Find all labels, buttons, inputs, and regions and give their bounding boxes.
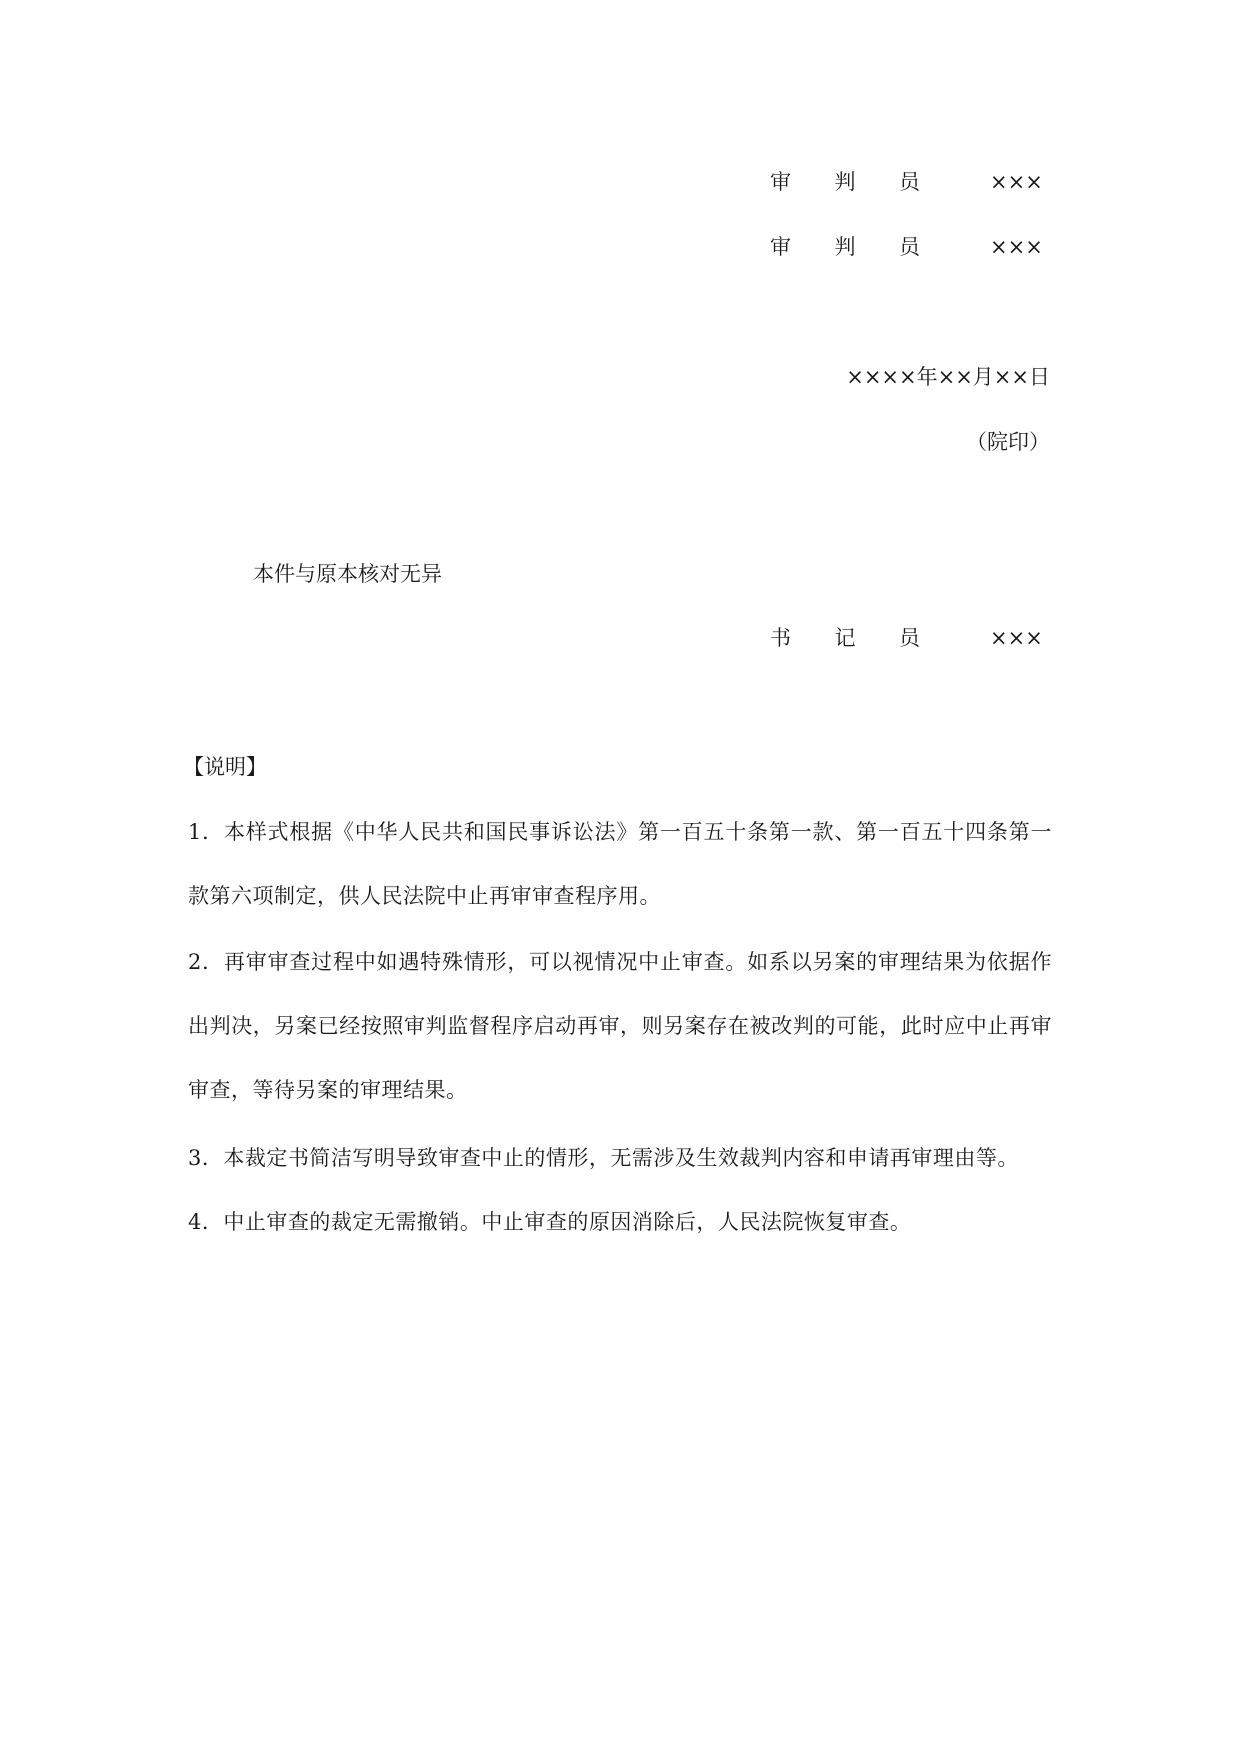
note-item-2: 2．再审审查过程中如遇特殊情形，可以视情况中止审查。如系以另案的审理结果为依据作出判决，另案已经按照审判监督程序启动再审，则另案存在被改判的可能，此时应中止再审审查，等待另案的审理结果。	[188, 950, 1052, 1102]
judge-label: 审判员	[770, 170, 920, 194]
clerk-name: ×××	[990, 626, 1043, 650]
clerk-label: 书记员	[770, 626, 920, 650]
verification-statement: 本件与原本核对无异	[253, 562, 442, 586]
judge-label: 审判员	[770, 235, 920, 259]
note-item-1: 1．本样式根据《中华人民共和国民事诉讼法》第一百五十条第一款、第一百五十四条第一款第六项制定，供人民法院中止再审审查程序用。	[188, 820, 1052, 908]
court-seal-note: （院印）	[966, 430, 1050, 454]
notes-heading: 【说明】	[183, 755, 267, 779]
judge-name: ×××	[990, 235, 1043, 259]
judge-name: ×××	[990, 170, 1043, 194]
note-item-4: 4．中止审查的裁定无需撤销。中止审查的原因消除后，人民法院恢复审查。	[188, 1210, 912, 1234]
document-date: ××××年××月××日	[846, 365, 1050, 389]
note-item-3: 3．本裁定书简洁写明导致审查中止的情形，无需涉及生效裁判内容和申请再审理由等。	[188, 1146, 1019, 1170]
